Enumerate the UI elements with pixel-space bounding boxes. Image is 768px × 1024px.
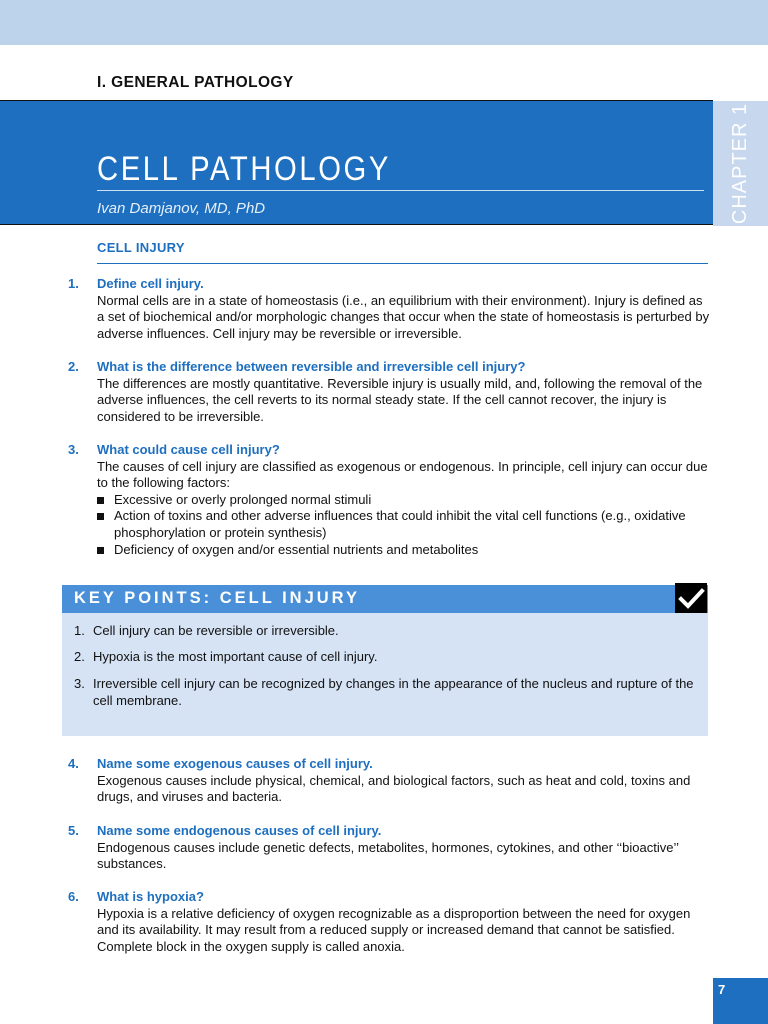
question bbox=[68, 889, 713, 906]
author-line: Ivan Damjanov, MD, PhD bbox=[97, 200, 266, 217]
bullet-item: Deficiency of oxygen and/or essential nutrients and metabolites bbox=[97, 542, 713, 559]
qa-item-5 bbox=[68, 823, 713, 873]
question bbox=[68, 276, 713, 293]
question-number: 6. bbox=[68, 889, 79, 904]
key-points-title: KEY POINTS: CELL INJURY bbox=[74, 589, 360, 607]
answer-text: Normal cells are in a state of homeostasis (i.e., an equilibrium with their environment). Injury is defined as a set of biochemical and/or morphologic changes that occur when the state of homeostasis is perturbed by adverse influences. Cell injury may be reversible or irreversible. bbox=[97, 292, 710, 341]
key-point-number: 1. bbox=[74, 623, 85, 638]
question bbox=[68, 442, 713, 459]
chapter-tab-label-wrap bbox=[713, 101, 768, 226]
top-color-bar bbox=[0, 0, 768, 45]
key-point-item bbox=[74, 623, 694, 640]
qa-item-6 bbox=[68, 889, 713, 955]
question-text: What is hypoxia? bbox=[97, 889, 204, 904]
qa-item-2 bbox=[68, 359, 713, 425]
qa-item-4 bbox=[68, 756, 713, 806]
answer-text: Endogenous causes include genetic defects, metabolites, hormones, cytokines, and other ‘‘bioactive’’ substances. bbox=[97, 839, 679, 872]
question bbox=[68, 756, 713, 773]
subheading: CELL INJURY bbox=[97, 240, 185, 255]
key-point-number: 3. bbox=[74, 676, 85, 691]
key-point-text: Hypoxia is the most important cause of cell injury. bbox=[93, 649, 378, 664]
key-point-text: Cell injury can be reversible or irreversible. bbox=[93, 623, 339, 638]
question-number: 5. bbox=[68, 823, 79, 838]
qa-item-1 bbox=[68, 276, 713, 342]
question-number: 2. bbox=[68, 359, 79, 374]
qa-item-3 bbox=[68, 442, 713, 558]
bullet-list bbox=[97, 492, 713, 558]
key-point-item bbox=[74, 676, 694, 709]
question-number: 3. bbox=[68, 442, 79, 457]
question-text: Name some exogenous causes of cell injury. bbox=[97, 756, 373, 771]
answer-text: Exogenous causes include physical, chemical, and biological factors, such as heat and cold, toxins and drugs, and viruses and bacteria. bbox=[97, 772, 691, 805]
key-point-number: 2. bbox=[74, 649, 85, 664]
question-text: What is the difference between reversible and irreversible cell injury? bbox=[97, 359, 526, 374]
divider-bottom bbox=[0, 224, 713, 225]
section-title: I. GENERAL PATHOLOGY bbox=[97, 74, 294, 91]
answer-text: The differences are mostly quantitative. Reversible injury is usually mild, and, following the removal of the adverse influences, the cell reverts to its normal steady state. If the cell cannot recover, the injury is considered to be irreversible. bbox=[97, 375, 703, 424]
answer-text: Hypoxia is a relative deficiency of oxygen recognizable as a disproportion between the need for oxygen and its availability. It may result from a reduced supply or increased demand that cannot be satisfied. Complete block in the oxygen supply is called anoxia. bbox=[97, 905, 691, 954]
question-text: What could cause cell injury? bbox=[97, 442, 280, 457]
key-point-item bbox=[74, 649, 694, 666]
bullet-item: Excessive or overly prolonged normal stimuli bbox=[97, 492, 713, 509]
question-text: Define cell injury. bbox=[97, 276, 204, 291]
title-underline bbox=[97, 190, 704, 191]
question-number: 4. bbox=[68, 756, 79, 771]
chapter-tab-label: CHAPTER 1 bbox=[729, 102, 751, 225]
question-number: 1. bbox=[68, 276, 79, 291]
question bbox=[68, 823, 713, 840]
checkmark-icon bbox=[675, 583, 707, 614]
question-text: Name some endogenous causes of cell injury. bbox=[97, 823, 382, 838]
bullet-item: Action of toxins and other adverse influences that could inhibit the vital cell functions (e.g., oxidative phosphorylation or protein synthesis) bbox=[97, 508, 713, 541]
page-number: 7 bbox=[718, 982, 726, 997]
question bbox=[68, 359, 713, 376]
subheading-rule bbox=[97, 263, 708, 264]
key-point-text: Irreversible cell injury can be recognized by changes in the appearance of the nucleus and rupture of the cell membrane. bbox=[93, 676, 694, 708]
answer-text: The causes of cell injury are classified as exogenous or endogenous. In principle, cell injury can occur due to the following factors: bbox=[97, 458, 708, 491]
chapter-title: CELL PATHOLOGY bbox=[97, 150, 391, 188]
